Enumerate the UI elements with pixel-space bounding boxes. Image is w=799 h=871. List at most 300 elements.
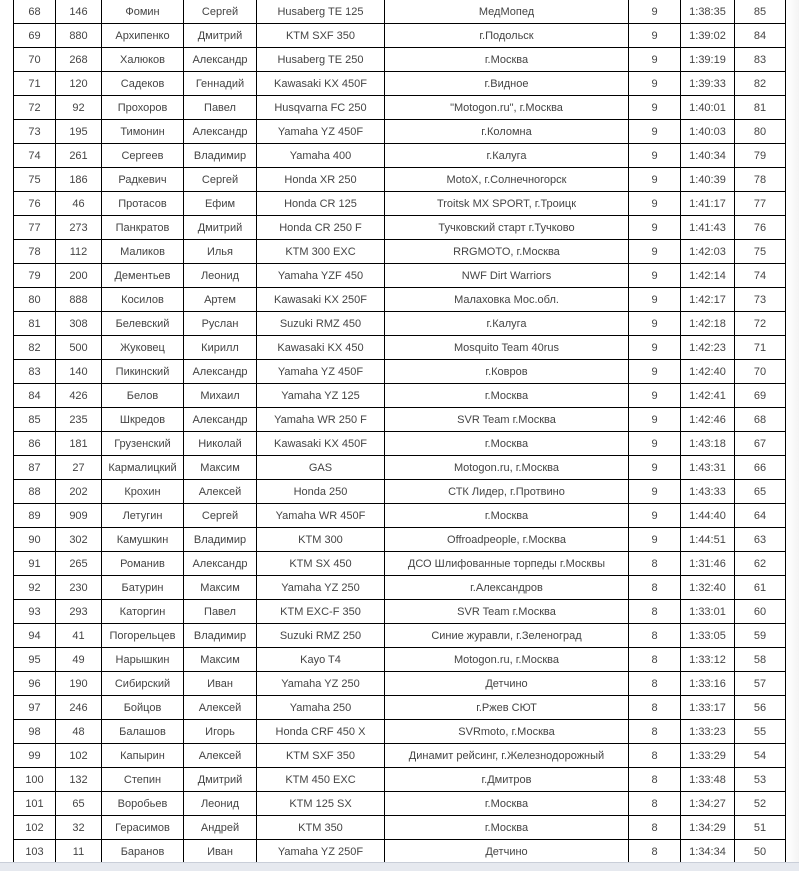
position-cell: 74 (14, 144, 56, 168)
motorcycle-cell: Honda CR 125 (257, 192, 385, 216)
laps-cell: 9 (629, 504, 681, 528)
team-city-cell: SVR Team г.Москва (385, 408, 629, 432)
laps-cell: 9 (629, 432, 681, 456)
team-city-cell: СТК Лидер, г.Протвино (385, 480, 629, 504)
first-name-cell: Максим (184, 576, 257, 600)
team-city-cell: "Motogon.ru", г.Москва (385, 96, 629, 120)
position-cell: 94 (14, 624, 56, 648)
position-cell: 69 (14, 24, 56, 48)
first-name-cell: Сергей (184, 168, 257, 192)
time-cell: 1:33:12 (681, 648, 735, 672)
first-name-cell: Павел (184, 96, 257, 120)
points-cell: 85 (735, 0, 786, 24)
motorcycle-cell: Honda 250 (257, 480, 385, 504)
time-cell: 1:34:27 (681, 792, 735, 816)
position-cell: 92 (14, 576, 56, 600)
last-name-cell: Садеков (102, 72, 184, 96)
points-cell: 69 (735, 384, 786, 408)
first-name-cell: Алексей (184, 480, 257, 504)
table-row (14, 648, 786, 672)
laps-cell: 8 (629, 792, 681, 816)
bib-number-cell: 235 (56, 408, 102, 432)
team-city-cell: RRGMOTO, г.Москва (385, 240, 629, 264)
position-cell: 75 (14, 168, 56, 192)
table-row (14, 552, 786, 576)
last-name-cell: Косилов (102, 288, 184, 312)
team-city-cell: г.Ржев СЮТ (385, 696, 629, 720)
results-table (13, 0, 786, 864)
laps-cell: 8 (629, 624, 681, 648)
first-name-cell: Ефим (184, 192, 257, 216)
bib-number-cell: 200 (56, 264, 102, 288)
points-cell: 66 (735, 456, 786, 480)
points-cell: 68 (735, 408, 786, 432)
table-row (14, 360, 786, 384)
laps-cell: 9 (629, 192, 681, 216)
table-row (14, 720, 786, 744)
motorcycle-cell: Yamaha 250 (257, 696, 385, 720)
motorcycle-cell: KTM 300 EXC (257, 240, 385, 264)
first-name-cell: Александр (184, 552, 257, 576)
position-cell: 84 (14, 384, 56, 408)
points-cell: 53 (735, 768, 786, 792)
laps-cell: 9 (629, 96, 681, 120)
position-cell: 90 (14, 528, 56, 552)
first-name-cell: Сергей (184, 0, 257, 24)
first-name-cell: Владимир (184, 528, 257, 552)
team-city-cell: Mosquito Team 40rus (385, 336, 629, 360)
motorcycle-cell: Husqvarna FC 250 (257, 96, 385, 120)
last-name-cell: Панкратов (102, 216, 184, 240)
points-cell: 79 (735, 144, 786, 168)
points-cell: 82 (735, 72, 786, 96)
table-row (14, 744, 786, 768)
first-name-cell: Алексей (184, 744, 257, 768)
motorcycle-cell: Kayo T4 (257, 648, 385, 672)
results-table-container (13, 0, 786, 864)
points-cell: 67 (735, 432, 786, 456)
laps-cell: 8 (629, 576, 681, 600)
points-cell: 81 (735, 96, 786, 120)
points-cell: 61 (735, 576, 786, 600)
team-city-cell: MotoX, г.Солнечногорск (385, 168, 629, 192)
points-cell: 60 (735, 600, 786, 624)
team-city-cell: Динамит рейсинг, г.Железнодорожный (385, 744, 629, 768)
last-name-cell: Сибирский (102, 672, 184, 696)
laps-cell: 9 (629, 24, 681, 48)
time-cell: 1:40:03 (681, 120, 735, 144)
first-name-cell: Леонид (184, 264, 257, 288)
last-name-cell: Жуковец (102, 336, 184, 360)
table-row (14, 816, 786, 840)
time-cell: 1:42:23 (681, 336, 735, 360)
motorcycle-cell: Yamaha YZ 250 (257, 576, 385, 600)
time-cell: 1:43:33 (681, 480, 735, 504)
team-city-cell: SVRmoto, г.Москва (385, 720, 629, 744)
points-cell: 73 (735, 288, 786, 312)
points-cell: 55 (735, 720, 786, 744)
last-name-cell: Халюков (102, 48, 184, 72)
first-name-cell: Илья (184, 240, 257, 264)
first-name-cell: Леонид (184, 792, 257, 816)
laps-cell: 8 (629, 840, 681, 864)
time-cell: 1:34:34 (681, 840, 735, 864)
last-name-cell: Грузенский (102, 432, 184, 456)
position-cell: 93 (14, 600, 56, 624)
first-name-cell: Геннадий (184, 72, 257, 96)
laps-cell: 9 (629, 264, 681, 288)
last-name-cell: Каторгин (102, 600, 184, 624)
bib-number-cell: 132 (56, 768, 102, 792)
bib-number-cell: 186 (56, 168, 102, 192)
bib-number-cell: 48 (56, 720, 102, 744)
time-cell: 1:43:18 (681, 432, 735, 456)
first-name-cell: Андрей (184, 816, 257, 840)
laps-cell: 9 (629, 312, 681, 336)
bib-number-cell: 146 (56, 0, 102, 24)
last-name-cell: Дементьев (102, 264, 184, 288)
position-cell: 89 (14, 504, 56, 528)
motorcycle-cell: KTM SX 450 (257, 552, 385, 576)
position-cell: 77 (14, 216, 56, 240)
team-city-cell: Тучковский старт г.Тучково (385, 216, 629, 240)
last-name-cell: Кармалицкий (102, 456, 184, 480)
time-cell: 1:33:29 (681, 744, 735, 768)
bib-number-cell: 880 (56, 24, 102, 48)
time-cell: 1:42:14 (681, 264, 735, 288)
laps-cell: 8 (629, 816, 681, 840)
motorcycle-cell: Kawasaki KX 450F (257, 432, 385, 456)
bib-number-cell: 261 (56, 144, 102, 168)
table-row (14, 528, 786, 552)
points-cell: 65 (735, 480, 786, 504)
bib-number-cell: 32 (56, 816, 102, 840)
last-name-cell: Воробьев (102, 792, 184, 816)
motorcycle-cell: Kawasaki KX 250F (257, 288, 385, 312)
position-cell: 87 (14, 456, 56, 480)
team-city-cell: г.Видное (385, 72, 629, 96)
table-row (14, 312, 786, 336)
team-city-cell: г.Калуга (385, 144, 629, 168)
first-name-cell: Дмитрий (184, 768, 257, 792)
team-city-cell: г.Москва (385, 48, 629, 72)
laps-cell: 8 (629, 744, 681, 768)
motorcycle-cell: Suzuki RMZ 250 (257, 624, 385, 648)
position-cell: 79 (14, 264, 56, 288)
time-cell: 1:33:16 (681, 672, 735, 696)
table-row (14, 264, 786, 288)
first-name-cell: Александр (184, 360, 257, 384)
time-cell: 1:44:51 (681, 528, 735, 552)
position-cell: 71 (14, 72, 56, 96)
laps-cell: 9 (629, 384, 681, 408)
team-city-cell: г.Коломна (385, 120, 629, 144)
team-city-cell: ДСО Шлифованные торпеды г.Москвы (385, 552, 629, 576)
last-name-cell: Архипенко (102, 24, 184, 48)
last-name-cell: Пикинский (102, 360, 184, 384)
table-row (14, 144, 786, 168)
bib-number-cell: 46 (56, 192, 102, 216)
first-name-cell: Максим (184, 456, 257, 480)
table-row (14, 96, 786, 120)
position-cell: 102 (14, 816, 56, 840)
bib-number-cell: 202 (56, 480, 102, 504)
motorcycle-cell: Yamaha WR 250 F (257, 408, 385, 432)
time-cell: 1:42:46 (681, 408, 735, 432)
motorcycle-cell: Yamaha YZ 450F (257, 120, 385, 144)
position-cell: 95 (14, 648, 56, 672)
laps-cell: 9 (629, 360, 681, 384)
laps-cell: 9 (629, 408, 681, 432)
bib-number-cell: 140 (56, 360, 102, 384)
motorcycle-cell: Kawasaki KX 450 (257, 336, 385, 360)
table-row (14, 840, 786, 864)
motorcycle-cell: Yamaha YZ 250F (257, 840, 385, 864)
points-cell: 56 (735, 696, 786, 720)
position-cell: 99 (14, 744, 56, 768)
table-row (14, 456, 786, 480)
bib-number-cell: 293 (56, 600, 102, 624)
last-name-cell: Баранов (102, 840, 184, 864)
points-cell: 75 (735, 240, 786, 264)
team-city-cell: SVR Team г.Москва (385, 600, 629, 624)
table-row (14, 408, 786, 432)
laps-cell: 8 (629, 672, 681, 696)
points-cell: 54 (735, 744, 786, 768)
motorcycle-cell: GAS (257, 456, 385, 480)
laps-cell: 9 (629, 144, 681, 168)
motorcycle-cell: Suzuki RMZ 450 (257, 312, 385, 336)
table-row (14, 48, 786, 72)
first-name-cell: Руслан (184, 312, 257, 336)
first-name-cell: Владимир (184, 624, 257, 648)
last-name-cell: Балашов (102, 720, 184, 744)
last-name-cell: Нарышкин (102, 648, 184, 672)
points-cell: 50 (735, 840, 786, 864)
last-name-cell: Крохин (102, 480, 184, 504)
first-name-cell: Максим (184, 648, 257, 672)
time-cell: 1:40:39 (681, 168, 735, 192)
last-name-cell: Капырин (102, 744, 184, 768)
results-table-body (14, 0, 786, 864)
last-name-cell: Радкевич (102, 168, 184, 192)
laps-cell: 9 (629, 480, 681, 504)
last-name-cell: Протасов (102, 192, 184, 216)
time-cell: 1:42:17 (681, 288, 735, 312)
motorcycle-cell: KTM 450 EXC (257, 768, 385, 792)
bib-number-cell: 195 (56, 120, 102, 144)
bib-number-cell: 308 (56, 312, 102, 336)
motorcycle-cell: Honda CR 250 F (257, 216, 385, 240)
last-name-cell: Погорельцев (102, 624, 184, 648)
bib-number-cell: 888 (56, 288, 102, 312)
first-name-cell: Николай (184, 432, 257, 456)
bib-number-cell: 268 (56, 48, 102, 72)
laps-cell: 8 (629, 600, 681, 624)
team-city-cell: г.Дмитров (385, 768, 629, 792)
points-cell: 62 (735, 552, 786, 576)
team-city-cell: г.Калуга (385, 312, 629, 336)
last-name-cell: Камушкин (102, 528, 184, 552)
team-city-cell: Малаховка Мос.обл. (385, 288, 629, 312)
team-city-cell: Motogon.ru, г.Москва (385, 648, 629, 672)
points-cell: 80 (735, 120, 786, 144)
last-name-cell: Бойцов (102, 696, 184, 720)
laps-cell: 9 (629, 240, 681, 264)
points-cell: 57 (735, 672, 786, 696)
table-row (14, 624, 786, 648)
page-right-margin (787, 0, 799, 862)
last-name-cell: Сергеев (102, 144, 184, 168)
bib-number-cell: 27 (56, 456, 102, 480)
first-name-cell: Алексей (184, 696, 257, 720)
last-name-cell: Шкредов (102, 408, 184, 432)
bib-number-cell: 273 (56, 216, 102, 240)
position-cell: 101 (14, 792, 56, 816)
last-name-cell: Батурин (102, 576, 184, 600)
last-name-cell: Белевский (102, 312, 184, 336)
laps-cell: 9 (629, 456, 681, 480)
time-cell: 1:34:29 (681, 816, 735, 840)
team-city-cell: г.Ковров (385, 360, 629, 384)
laps-cell: 8 (629, 768, 681, 792)
points-cell: 64 (735, 504, 786, 528)
time-cell: 1:44:40 (681, 504, 735, 528)
last-name-cell: Прохоров (102, 96, 184, 120)
points-cell: 76 (735, 216, 786, 240)
time-cell: 1:33:17 (681, 696, 735, 720)
motorcycle-cell: KTM SXF 350 (257, 24, 385, 48)
last-name-cell: Летугин (102, 504, 184, 528)
time-cell: 1:31:46 (681, 552, 735, 576)
team-city-cell: г.Александров (385, 576, 629, 600)
time-cell: 1:38:35 (681, 0, 735, 24)
last-name-cell: Романив (102, 552, 184, 576)
table-row (14, 288, 786, 312)
points-cell: 72 (735, 312, 786, 336)
bib-number-cell: 49 (56, 648, 102, 672)
bib-number-cell: 41 (56, 624, 102, 648)
table-row (14, 24, 786, 48)
first-name-cell: Павел (184, 600, 257, 624)
first-name-cell: Иван (184, 672, 257, 696)
motorcycle-cell: Husaberg TE 125 (257, 0, 385, 24)
time-cell: 1:40:01 (681, 96, 735, 120)
bib-number-cell: 181 (56, 432, 102, 456)
team-city-cell: г.Подольск (385, 24, 629, 48)
points-cell: 71 (735, 336, 786, 360)
first-name-cell: Иван (184, 840, 257, 864)
laps-cell: 9 (629, 0, 681, 24)
first-name-cell: Кирилл (184, 336, 257, 360)
motorcycle-cell: KTM EXC-F 350 (257, 600, 385, 624)
motorcycle-cell: KTM 350 (257, 816, 385, 840)
last-name-cell: Тимонин (102, 120, 184, 144)
motorcycle-cell: KTM SXF 350 (257, 744, 385, 768)
table-row (14, 0, 786, 24)
position-cell: 82 (14, 336, 56, 360)
laps-cell: 9 (629, 72, 681, 96)
first-name-cell: Михаил (184, 384, 257, 408)
position-cell: 78 (14, 240, 56, 264)
laps-cell: 8 (629, 696, 681, 720)
position-cell: 86 (14, 432, 56, 456)
table-row (14, 696, 786, 720)
position-cell: 80 (14, 288, 56, 312)
first-name-cell: Владимир (184, 144, 257, 168)
last-name-cell: Белов (102, 384, 184, 408)
points-cell: 52 (735, 792, 786, 816)
motorcycle-cell: Yamaha 400 (257, 144, 385, 168)
position-cell: 81 (14, 312, 56, 336)
points-cell: 83 (735, 48, 786, 72)
bib-number-cell: 909 (56, 504, 102, 528)
table-row (14, 432, 786, 456)
table-row (14, 120, 786, 144)
bib-number-cell: 500 (56, 336, 102, 360)
laps-cell: 9 (629, 216, 681, 240)
team-city-cell: Синие журавли, г.Зеленоград (385, 624, 629, 648)
motorcycle-cell: Yamaha WR 450F (257, 504, 385, 528)
motorcycle-cell: Kawasaki KX 450F (257, 72, 385, 96)
first-name-cell: Александр (184, 408, 257, 432)
motorcycle-cell: Yamaha YZ 250 (257, 672, 385, 696)
last-name-cell: Степин (102, 768, 184, 792)
bib-number-cell: 190 (56, 672, 102, 696)
position-cell: 85 (14, 408, 56, 432)
team-city-cell: Offroadpeople, г.Москва (385, 528, 629, 552)
bib-number-cell: 120 (56, 72, 102, 96)
bib-number-cell: 11 (56, 840, 102, 864)
time-cell: 1:39:33 (681, 72, 735, 96)
table-row (14, 792, 786, 816)
points-cell: 51 (735, 816, 786, 840)
time-cell: 1:33:05 (681, 624, 735, 648)
points-cell: 63 (735, 528, 786, 552)
points-cell: 77 (735, 192, 786, 216)
time-cell: 1:40:34 (681, 144, 735, 168)
points-cell: 84 (735, 24, 786, 48)
points-cell: 78 (735, 168, 786, 192)
time-cell: 1:42:18 (681, 312, 735, 336)
first-name-cell: Игорь (184, 720, 257, 744)
position-cell: 100 (14, 768, 56, 792)
first-name-cell: Александр (184, 48, 257, 72)
motorcycle-cell: Yamaha YZF 450 (257, 264, 385, 288)
team-city-cell: Troitsk MX SPORT, г.Троицк (385, 192, 629, 216)
table-row (14, 480, 786, 504)
team-city-cell: г.Москва (385, 504, 629, 528)
position-cell: 72 (14, 96, 56, 120)
time-cell: 1:33:23 (681, 720, 735, 744)
position-cell: 98 (14, 720, 56, 744)
laps-cell: 9 (629, 336, 681, 360)
last-name-cell: Маликов (102, 240, 184, 264)
first-name-cell: Александр (184, 120, 257, 144)
bib-number-cell: 112 (56, 240, 102, 264)
position-cell: 91 (14, 552, 56, 576)
time-cell: 1:39:19 (681, 48, 735, 72)
laps-cell: 8 (629, 648, 681, 672)
points-cell: 70 (735, 360, 786, 384)
last-name-cell: Фомин (102, 0, 184, 24)
time-cell: 1:33:48 (681, 768, 735, 792)
table-row (14, 192, 786, 216)
points-cell: 58 (735, 648, 786, 672)
time-cell: 1:43:31 (681, 456, 735, 480)
time-cell: 1:42:03 (681, 240, 735, 264)
table-row (14, 168, 786, 192)
